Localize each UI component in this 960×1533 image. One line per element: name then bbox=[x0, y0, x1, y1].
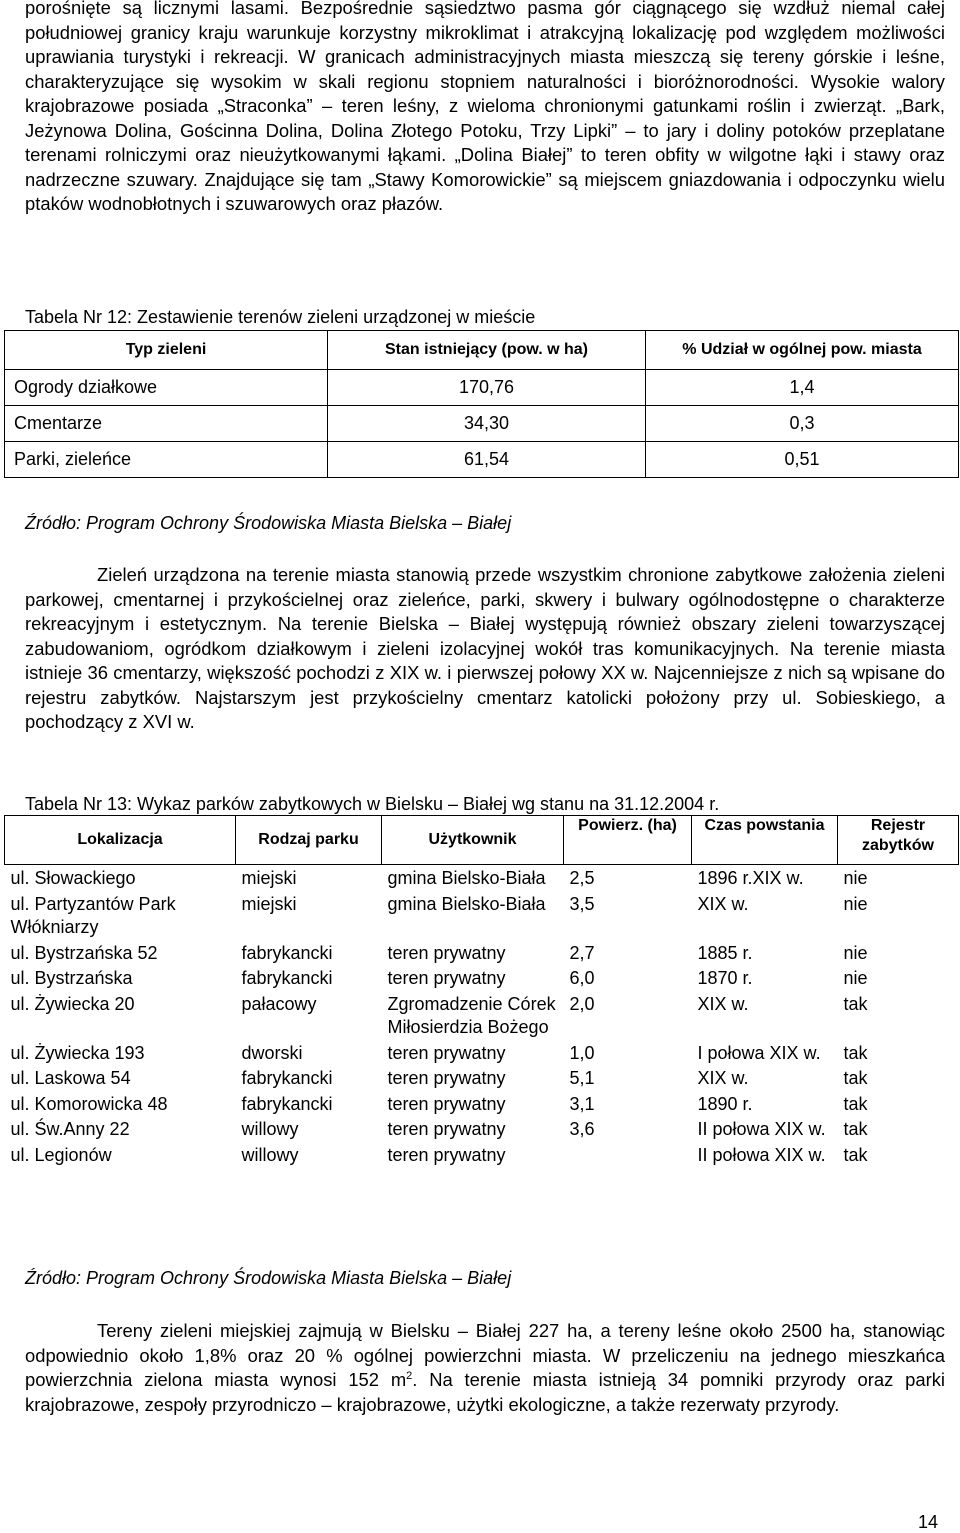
cell-type: Cmentarze bbox=[5, 406, 328, 442]
cell-area: 2,0 bbox=[569, 993, 595, 1014]
cell-location: ul. Św.Anny 22 bbox=[10, 1119, 130, 1139]
cell-type: Parki, zieleńce bbox=[5, 442, 328, 478]
cell-owner: teren prywatny bbox=[387, 968, 506, 988]
cell-created: II połowa XIX w. bbox=[697, 1144, 826, 1165]
cell-area: 1,0 bbox=[569, 1042, 595, 1063]
cell-area: 6,0 bbox=[569, 968, 595, 988]
cell-created: 1896 r.XIX w. bbox=[697, 868, 804, 888]
cell-owner: Zgromadzenie Córek Miłosierdzia Bożego bbox=[387, 993, 556, 1037]
cell-share: 0,51 bbox=[646, 442, 959, 478]
cell-register: nie bbox=[843, 968, 868, 988]
cell-share: 1,4 bbox=[646, 370, 959, 406]
cell-register: tak bbox=[843, 1068, 868, 1088]
cell-location: ul. Legionów bbox=[10, 1144, 112, 1165]
cell-created: 1890 r. bbox=[697, 1093, 753, 1114]
header-created: Czas powstania bbox=[692, 816, 838, 865]
cell-area: 170,76 bbox=[328, 370, 646, 406]
header-type: Typ zieleni bbox=[5, 331, 328, 370]
table-row bbox=[5, 891, 959, 940]
superscript: 2 bbox=[406, 1369, 413, 1382]
cell-location: ul. Laskowa 54 bbox=[10, 1068, 131, 1088]
cell-park-type: fabrykancki bbox=[241, 968, 333, 988]
cell-park-type: miejski bbox=[241, 893, 297, 914]
table-row bbox=[5, 1065, 959, 1091]
cell-park-type: fabrykancki bbox=[241, 942, 333, 963]
cell-register: tak bbox=[843, 1042, 868, 1063]
table12-source: Źródło: Program Ochrony Środowiska Miasta Bielska – Białej bbox=[25, 513, 512, 533]
middle-paragraph: Zieleń urządzona na terenie miasta stanowią przede wszystkim chronione zabytkowe założenia zieleni parkowej, cmentarnej i przykościelnej oraz zieleńce, parki, skwery i bulwary ogólnodostępne o charakterze rekreacyjnym i estetycznym. Na terenie Bielska – Białej występują również obszary zieleni towarzyszącej zabudowaniom, ogródkom działkowym i zieleni izolacyjnej wokół tras komunikacyjnych. Na terenie miasta istnieje 36 cmentarzy, większość pochodzi z XIX w. i pierwszej połowy XX w. Najcenniejsze z nich są wpisane do rejestru zabytków. Najstarszym jest przykościelny cmentarz katolicki położony przy ul. Sobieskiego, a pochodzący z XVI w. bbox=[25, 564, 945, 732]
cell-owner: teren prywatny bbox=[387, 1042, 506, 1063]
cell-location: ul. Bystrzańska 52 bbox=[10, 942, 158, 963]
cell-area: 2,5 bbox=[569, 868, 595, 888]
cell-register: tak bbox=[843, 993, 868, 1014]
cell-park-type: pałacowy bbox=[241, 993, 317, 1014]
cell-register: tak bbox=[843, 1093, 868, 1114]
cell-area: 3,6 bbox=[569, 1119, 595, 1139]
table-row bbox=[5, 442, 959, 478]
cell-share: 0,3 bbox=[646, 406, 959, 442]
cell-park-type: fabrykancki bbox=[241, 1068, 333, 1088]
table-row bbox=[5, 1142, 959, 1168]
closing-text: Tereny zieleni miejskiej zajmują w Bielsku – Białej 227 ha, a tereny leśne około 2500 ha, stanowiąc odpowiednio około 1,8% oraz 20 % ogólnej powierzchni miasta. W przeliczeniu na jednego mieszkańca powierzchnia zielona miasta wynosi 152 m bbox=[25, 1320, 945, 1390]
cell-owner: teren prywatny bbox=[387, 1068, 506, 1088]
cell-park-type: miejski bbox=[241, 868, 297, 888]
cell-area: 34,30 bbox=[328, 406, 646, 442]
cell-owner: gmina Bielsko-Biała bbox=[387, 893, 546, 914]
closing-text-after: . Na terenie miasta istnieją 34 pomniki przyrody oraz parki krajobrazowe, zespoły przyrodniczo – krajobrazowe, użytki ekologiczne, a także rezerwaty przyrody. bbox=[25, 1369, 945, 1415]
cell-area: 61,54 bbox=[328, 442, 646, 478]
cell-created: XIX w. bbox=[697, 893, 749, 914]
cell-created: 1870 r. bbox=[697, 968, 753, 988]
cell-area: 3,5 bbox=[569, 893, 595, 914]
table-row bbox=[5, 865, 959, 891]
table-row bbox=[5, 1091, 959, 1117]
cell-created: XIX w. bbox=[697, 993, 749, 1014]
cell-location: ul. Żywiecka 20 bbox=[10, 993, 135, 1014]
cell-park-type: dworski bbox=[241, 1042, 303, 1063]
cell-created: 1885 r. bbox=[697, 942, 753, 963]
header-location: Lokalizacja bbox=[5, 816, 236, 865]
historic-parks-table bbox=[4, 815, 959, 1167]
table-header-row bbox=[5, 816, 959, 865]
cell-owner: gmina Bielsko-Biała bbox=[387, 868, 546, 888]
cell-register: nie bbox=[843, 893, 868, 914]
table13-caption: Tabela Nr 13: Wykaz parków zabytkowych w Bielsku – Białej wg stanu na 31.12.2004 r. bbox=[25, 794, 720, 814]
cell-location: ul. Słowackiego bbox=[10, 868, 136, 888]
cell-owner: teren prywatny bbox=[387, 942, 506, 963]
header-park-type: Rodzaj parku bbox=[236, 816, 382, 865]
table-row bbox=[5, 940, 959, 966]
cell-area: 3,1 bbox=[569, 1093, 595, 1114]
table-row bbox=[5, 965, 959, 991]
green-areas-table bbox=[4, 330, 959, 478]
closing-paragraph bbox=[25, 1319, 945, 1417]
cell-location: ul. Komorowicka 48 bbox=[10, 1093, 168, 1114]
intro-paragraph: porośnięte są licznymi lasami. Bezpośrednie sąsiedztwo pasma gór ciągnącego się wzdłuż niemal całej południowej granicy kraju warunkuje korzystny mikroklimat i atrakcyjną lokalizację pod względem możliwości uprawiania turystyki i rekreacji. W granicach administracyjnych miasta mieszczą się tereny górskie i leśne, charakteryzujące się wysokim w skali regionu stopniem naturalności i bioróżnorodności. Wysokie walory krajobrazowe posiada „Straconka” – teren leśny, z wieloma chronionymi gatunkami roślin i zwierząt. „Bark, Jeżynowa Dolina, Gościnna Dolina, Dolina Złotego Potoku, Trzy Lipki” – to jary i doliny potoków przeplatane terenami rolniczymi oraz nieużytkowanymi łąkami. „Dolina Białej” to teren obfity w wilgotne łąki i stawy oraz nadrzeczne szuwary. Znajdujące się tam „Stawy Komorowickie” są miejscem gniazdowania i odpoczynku wielu ptaków wodnobłotnych i szuwarowych oraz płazów. bbox=[25, 0, 945, 214]
table13-source: Źródło: Program Ochrony Środowiska Miasta Bielska – Białej bbox=[25, 1268, 512, 1288]
cell-register: nie bbox=[843, 942, 868, 963]
cell-area: 2,7 bbox=[569, 942, 595, 963]
table-row bbox=[5, 1116, 959, 1142]
header-area: Stan istniejący (pow. w ha) bbox=[328, 331, 646, 370]
table-row bbox=[5, 406, 959, 442]
cell-register: tak bbox=[843, 1119, 868, 1139]
cell-type: Ogrody działkowe bbox=[5, 370, 328, 406]
cell-owner: teren prywatny bbox=[387, 1093, 506, 1114]
table-row bbox=[5, 370, 959, 406]
cell-register: nie bbox=[843, 868, 868, 888]
header-share: % Udział w ogólnej pow. miasta bbox=[646, 331, 959, 370]
cell-register: tak bbox=[843, 1144, 868, 1165]
header-owner: Użytkownik bbox=[382, 816, 564, 865]
cell-created: II połowa XIX w. bbox=[697, 1119, 826, 1139]
table-header-row bbox=[5, 331, 959, 370]
cell-created: I połowa XIX w. bbox=[697, 1042, 821, 1063]
cell-owner: teren prywatny bbox=[387, 1119, 506, 1139]
header-register: Rejestr zabytków bbox=[838, 816, 959, 865]
table12-caption: Tabela Nr 12: Zestawienie terenów zieleni urządzonej w mieście bbox=[25, 307, 536, 327]
cell-park-type: fabrykancki bbox=[241, 1093, 333, 1114]
cell-park-type: willowy bbox=[241, 1119, 299, 1139]
cell-area: 5,1 bbox=[569, 1068, 595, 1088]
cell-created: XIX w. bbox=[697, 1068, 749, 1088]
page-number: 14 bbox=[918, 1512, 939, 1532]
cell-location: ul. Partyzantów Park Włókniarzy bbox=[10, 893, 176, 937]
cell-park-type: willowy bbox=[241, 1144, 299, 1165]
header-area: Powierz. (ha) bbox=[564, 816, 692, 865]
table-row bbox=[5, 1040, 959, 1066]
table-row bbox=[5, 991, 959, 1040]
cell-location: ul. Bystrzańska bbox=[10, 968, 133, 988]
cell-area bbox=[564, 1142, 692, 1168]
cell-owner: teren prywatny bbox=[387, 1144, 506, 1165]
cell-location: ul. Żywiecka 193 bbox=[10, 1042, 145, 1063]
